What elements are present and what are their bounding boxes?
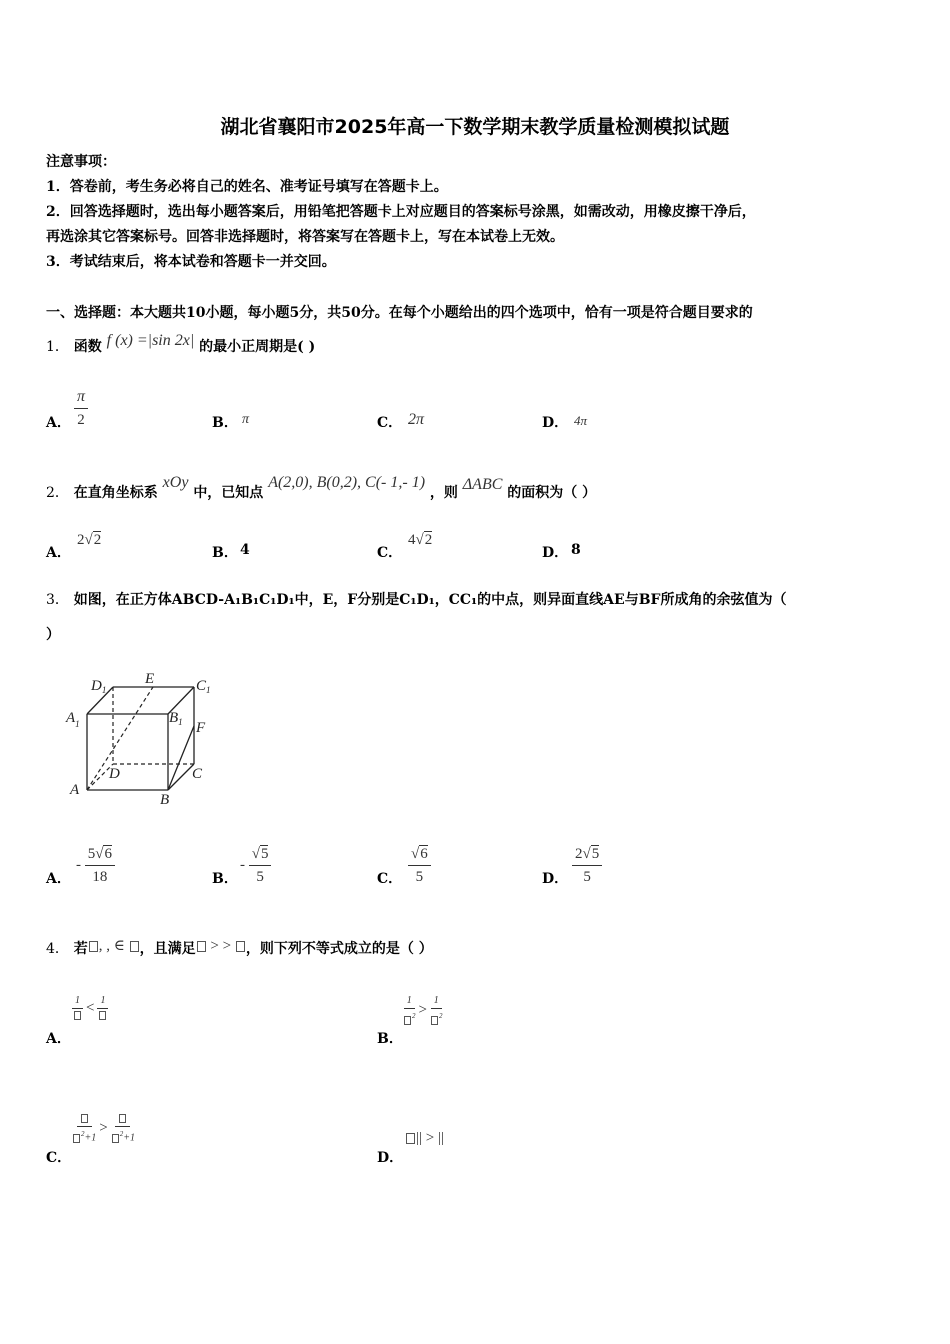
formula-condition: , , ∈	[88, 938, 140, 954]
option-b-value: $\frac{1}{^2}$ > $\frac{1}{^2}$	[403, 994, 442, 1027]
notice-heading: 注意事项：	[46, 154, 116, 170]
fraction-denominator: 18	[92, 869, 108, 885]
label-c1: $C_1$	[196, 678, 211, 695]
option-label: C．	[377, 415, 403, 431]
question-text: 若	[73, 941, 88, 957]
sign: -	[76, 857, 81, 873]
option-c-value: 2π	[408, 411, 425, 428]
option-b-value: π	[242, 412, 250, 427]
question-number: 4．	[46, 941, 69, 957]
option-c-value: $^2$+1 > $^2$+1	[72, 1112, 135, 1145]
notice-item: 2．回答选择题时，选出每小题答案后，用铅笔把答题卡上对应题目的答案标号涂黑，如需改动，用橡皮擦干净后，	[46, 204, 756, 220]
question-text: 如图，在正方体ABCD-A₁B₁C₁D₁中，E，F分别是C₁D₁，CC₁的中点，则异面直线AE与BF所成角的余弦值为（	[73, 592, 787, 608]
coefficient: 2	[77, 532, 85, 548]
option-label: C．	[46, 1150, 72, 1166]
option-label: A．	[46, 871, 71, 887]
edge-bc	[168, 764, 194, 790]
fraction-denominator: 5	[583, 869, 591, 885]
radicand: 5	[591, 846, 600, 862]
option-label: B．	[212, 415, 238, 431]
label-d1: $D_1$	[91, 678, 107, 695]
notice-block	[46, 150, 756, 275]
option-b-value: - $\frac{√5}{5}$	[240, 843, 271, 888]
label-e: E	[145, 671, 155, 687]
question-1	[46, 332, 316, 356]
option-d-value: 8	[571, 542, 581, 558]
option-label: D．	[542, 871, 569, 887]
option-a-value: - $\frac{5√6}{18}$	[76, 843, 115, 888]
notice-item: 再选涂其它答案标号。回答非选择题时，将答案写在答题卡上，写在本试卷上无效。	[46, 229, 564, 245]
option-label: B．	[212, 871, 238, 887]
radicand: 5	[260, 846, 269, 862]
label-b: B	[160, 792, 170, 808]
coefficient: 4	[408, 532, 416, 548]
option-a-value: 2√2	[77, 532, 102, 548]
option-c-value: 4√2	[408, 532, 433, 548]
question-3	[46, 589, 787, 609]
option-d-value: $\frac{2√5}{5}$	[572, 843, 602, 888]
question-text: ，则	[429, 485, 458, 501]
option-d-value: || > ||	[405, 1130, 444, 1147]
segment-bf	[168, 726, 194, 790]
option-a-value: 1 < 1	[72, 994, 108, 1023]
radicand: 6	[104, 846, 112, 862]
option-label: D．	[542, 415, 569, 431]
option-a-value	[74, 386, 88, 431]
question-2	[46, 474, 597, 502]
cube-figure	[60, 666, 230, 816]
question-text: ，且满足	[139, 941, 196, 957]
question-text: ，则下列不等式成立的是（ ）	[245, 941, 433, 957]
option-label: B．	[377, 1031, 403, 1047]
option-label: D．	[542, 545, 569, 561]
option-label: D．	[377, 1150, 404, 1166]
fraction-denominator: 5	[415, 869, 424, 885]
formula: xOy	[162, 474, 189, 491]
fraction-denominator: 2	[77, 412, 85, 428]
question-text: 的面积为（ ）	[507, 485, 597, 501]
radicand: 2	[93, 532, 102, 548]
page-title: 湖北省襄阳市2025年高一下数学期末教学质量检测模拟试题	[220, 116, 730, 138]
fraction-denominator: 5	[256, 869, 264, 885]
option-label: A．	[46, 1031, 71, 1047]
formula: ΔABC	[462, 476, 503, 493]
label-f: F	[196, 720, 206, 736]
option-label: A．	[46, 415, 71, 431]
option-label: C．	[377, 545, 403, 561]
label-a: A	[70, 782, 80, 798]
radicand: 6	[420, 846, 428, 862]
option-label: C．	[377, 871, 403, 887]
label-c: C	[192, 766, 203, 782]
formula: A(2,0), B(0,2), C(- 1,- 1)	[268, 474, 426, 491]
label-a1: $A_1$	[66, 710, 80, 729]
option-label: A．	[46, 545, 71, 561]
sign: -	[240, 857, 245, 873]
option-label: B．	[212, 545, 238, 561]
coefficient: 5	[87, 846, 96, 862]
formula: f (x) =|sin 2x|	[106, 332, 195, 349]
question-text: 函数	[73, 339, 102, 355]
label-d: D	[109, 766, 120, 782]
question-number: 2．	[46, 485, 69, 501]
radicand: 2	[424, 532, 433, 548]
fraction-numerator: π	[74, 386, 88, 409]
question-text: 在直角坐标系	[73, 485, 158, 501]
option-d-value: 4π	[574, 413, 588, 428]
question-text-cont: ）	[46, 627, 60, 643]
question-text: 中，已知点	[193, 485, 264, 501]
question-number: 3．	[46, 592, 69, 608]
formula-inequality: > >	[196, 938, 246, 954]
question-text: 的最小正周期是( )	[199, 339, 316, 355]
question-4	[46, 938, 433, 958]
coefficient: 2	[575, 846, 583, 862]
option-c-value: $\frac{√6}{5}$	[408, 843, 431, 888]
question-number: 1．	[46, 339, 69, 355]
option-b-value: 4	[240, 542, 250, 558]
notice-item: 3．考试结束后，将本试卷和答题卡一并交回。	[46, 254, 336, 270]
section-heading: 一、选择题：本大题共10小题，每小题5分，共50分。在每个小题给出的四个选项中，恰有一项是符合题目要求的	[46, 305, 753, 321]
segment-ae-hidden	[87, 687, 153, 790]
notice-item: 1．答卷前，考生务必将自己的姓名、准考证号填写在答题卡上。	[46, 179, 448, 195]
label-b1: $B_1$	[169, 710, 183, 727]
